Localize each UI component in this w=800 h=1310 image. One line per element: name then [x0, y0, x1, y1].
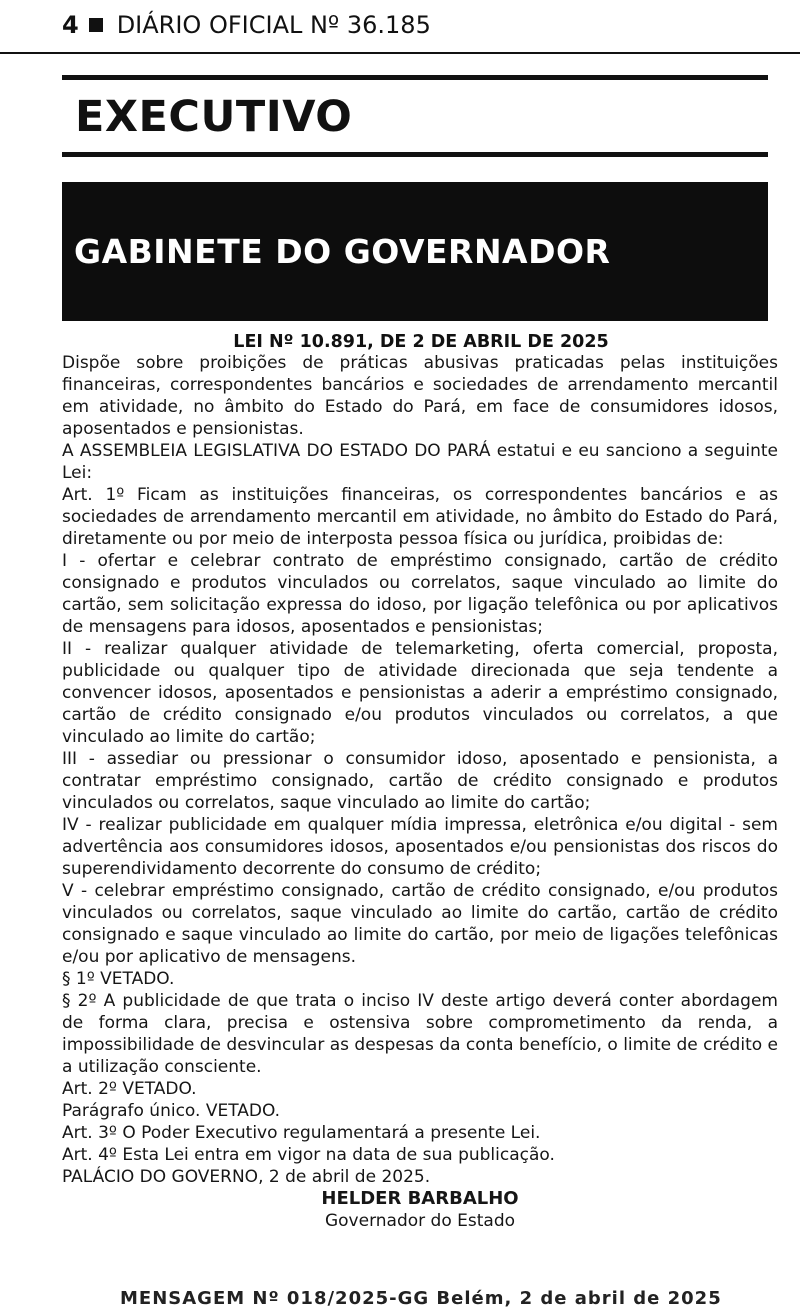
section-top-rule: [62, 75, 768, 80]
article-4: Art. 4º Esta Lei entra em vigor na data de sua publicação.: [62, 1145, 555, 1165]
article-3: Art. 3º O Poder Executivo regulamentará a presente Lei.: [62, 1123, 541, 1143]
banner-title: GABINETE DO GOVERNADOR: [74, 232, 611, 271]
cut-off-next-heading: MENSAGEM Nº 018/2025-GG Belém, 2 de abril de 2025: [120, 1288, 722, 1309]
item-i: I - ofertar e celebrar contrato de empréstimo consignado, cartão de crédito consignado e produtos vinculados ou correlatos, saque vinculado ao limite do cartão, sem solicitação expressa do idoso, por ligação telefônica ou por aplicativos de mensagens para idosos, aposentados e pensionistas;: [62, 551, 778, 637]
signer-name: HELDER BARBALHO: [321, 1188, 519, 1209]
signer-role: Governador do Estado: [324, 1211, 516, 1231]
page-header: [62, 8, 431, 42]
item-iii: III - assediar ou pressionar o consumidor idoso, aposentado e pensionista, a contratar empréstimo consignado, cartão de crédito consignado e produtos vinculados ou correlatos, saque vinculado ao limite do cartão;: [62, 749, 778, 813]
law-title: LEI Nº 10.891, DE 2 DE ABRIL DE 2025: [233, 332, 609, 352]
law-body: [62, 352, 778, 1232]
item-v: V - celebrar empréstimo consignado, cartão de crédito consignado, e/ou produtos vinculados ou correlatos, saque vinculado ao limite do cartão, cartão de crédito consignado e saque vinculado ao limite do cartão, por meio de ligações telefônicas e/ou por aplicativo de mensagens.: [62, 881, 778, 967]
article-1: Art. 1º Ficam as instituições financeiras, os correspondentes bancários e as sociedades de arrendamento mercantil em atividade, no âmbito do Estado do Pará, diretamente ou por meio de interposta pessoa física ou jurídica, proibidas de:: [62, 485, 778, 549]
section-title: EXECUTIVO: [75, 92, 353, 142]
square-bullet-icon: [89, 18, 103, 32]
item-ii: II - realizar qualquer atividade de telemarketing, oferta comercial, proposta, publicidade ou qualquer tipo de atividade direcionada que seja tendente a convencer idosos, aposentados e pensionistas a aderir a empréstimo consignado, cartão de crédito consignado e/ou produtos vinculados ou correlatos, a que vinculado ao limite do cartão;: [62, 639, 778, 747]
law-summary: Dispõe sobre proibições de práticas abusivas praticadas pelas instituições financeiras, correspondentes bancários e sociedades de arrendamento mercantil em atividade, no âmbito do Estado do Pará, em face de consumidores idosos, aposentados e pensionistas.: [62, 353, 778, 439]
paragraph-1: § 1º VETADO.: [62, 969, 175, 989]
page-number: 4: [62, 11, 79, 39]
law-preamble: A ASSEMBLEIA LEGISLATIVA DO ESTADO DO PARÁ estatui e eu sanciono a seguinte Lei:: [62, 441, 778, 483]
article-2: Art. 2º VETADO.: [62, 1079, 197, 1099]
paragraph-2: § 2º A publicidade de que trata o inciso IV deste artigo deverá conter abordagem de forma clara, precisa e ostensiva sobre comprometimento da renda, a impossibilidade de desvincular as despesas da conta benefício, o limite de crédito e a utilização consciente.: [62, 991, 778, 1077]
item-iv: IV - realizar publicidade em qualquer mídia impressa, eletrônica e/ou digital - sem advertência aos consumidores idosos, aposentados e/ou pensionistas dos riscos do superendividamento decorrente do consumo de crédito;: [62, 815, 778, 879]
place-date: PALÁCIO DO GOVERNO, 2 de abril de 2025.: [62, 1167, 431, 1187]
sole-paragraph: Parágrafo único. VETADO.: [62, 1101, 281, 1121]
section-bottom-rule: [62, 152, 768, 157]
section-banner: [62, 182, 768, 321]
header-rule: [0, 52, 800, 54]
publication-title: DIÁRIO OFICIAL Nº 36.185: [116, 11, 431, 39]
